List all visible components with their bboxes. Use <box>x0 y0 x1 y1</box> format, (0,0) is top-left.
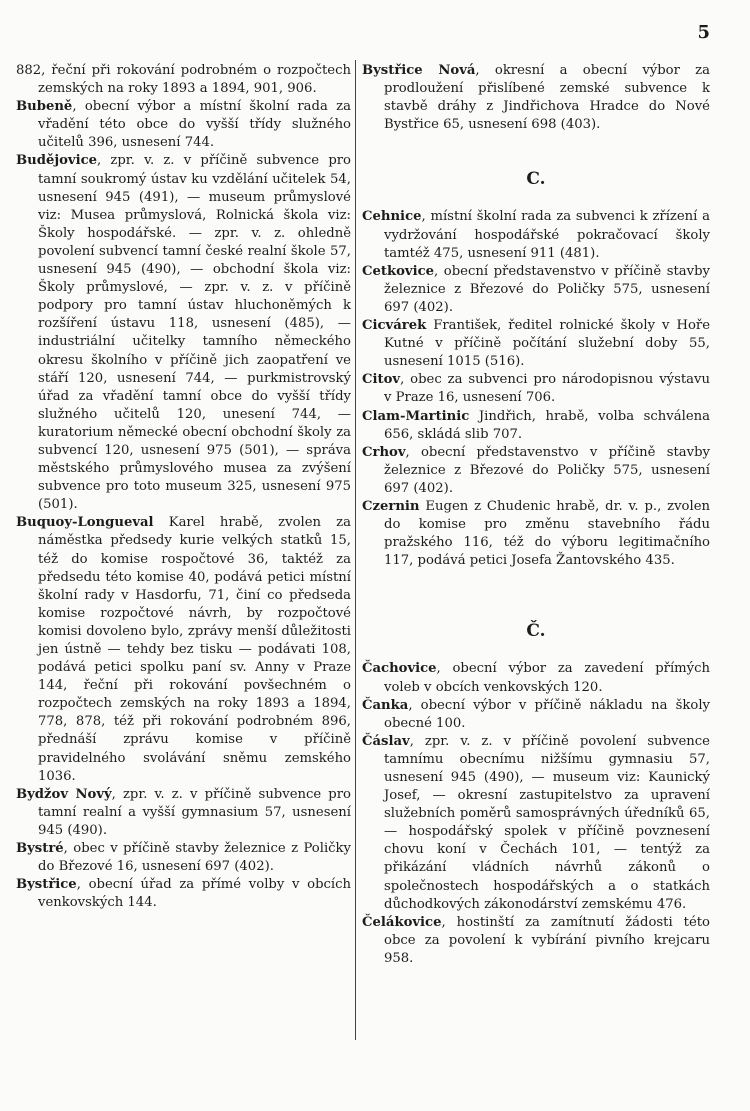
index-entry <box>362 371 710 407</box>
index-entry <box>362 498 710 570</box>
entry-head: Čáslav <box>362 733 410 749</box>
index-entry <box>362 263 710 317</box>
entry-text: , obec za subvenci pro národopisnou výstavu v Praze 16, usnesení 706. <box>384 372 710 406</box>
index-entry <box>16 514 351 785</box>
index-entry <box>16 98 351 152</box>
index-entry <box>16 786 351 840</box>
column-divider <box>355 60 356 1040</box>
entry-text: Jindřich, hrabě, volba schválena 656, skládá slib 707. <box>384 408 710 442</box>
entry-head: Cetkovice <box>362 263 435 279</box>
entry-text: , hostinští za zamítnutí žádosti této obce za povolení k vybírání pivního krejcaru 958. <box>384 914 710 966</box>
entry-text: , obec v příčině stavby železnice z Poličky do Březové 16, usnesení 697 (402). <box>38 841 351 875</box>
entry-text: Eugen z Chudenic hrabě, dr. v. p., zvolen do komise pro změnu stavebního řádu pražského 116, též do výboru legitimačního 117, podává petici Josefa Žantovského 435. <box>384 498 710 569</box>
entry-text: , obecní výbor a místní školní rada za vřadění této obce do vyšší třídy služného učitelů 396, usnesení 744. <box>38 99 351 151</box>
entry-text: František, ředitel rolnické školy v Hoře Kutné v příčině počítání služební doby 55, usnesení 1015 (516). <box>384 318 710 370</box>
index-entry <box>362 733 710 914</box>
index-entry <box>362 914 710 968</box>
index-entry <box>16 62 351 98</box>
entry-head: Čanka <box>362 697 409 713</box>
entry-text: , obecní představenstvo v příčině stavby železnice z Březové do Poličky 575, usnesení 697 (402). <box>384 444 710 496</box>
page-number: 5 <box>697 22 710 43</box>
entry-head: Bystřice Nová <box>362 63 476 78</box>
index-entry <box>16 840 351 876</box>
section-heading-c: C. <box>526 169 546 190</box>
entry-text: , zpr. v. z. v příčině povolení subvence tamnímu obecnímu nižšímu gymnasiu 57, usnesení 945 (490), — museum viz: Kaunický Josef, — okresní zastupitelstvo za upravení služebních poměrů samosprávných úředníků 65, — hospodářský spolek v příčině povznesení chovu koní v Čechách 101, — tentýž za přikázání vládních návrhů zákonů o společnostech hospodářských a o statkách důchodkových zákonodárství zemskému 476. <box>384 733 710 912</box>
entry-head: Bystřice <box>16 877 77 893</box>
entry-head: Cicvárek <box>362 318 427 334</box>
entry-text: , okresní a obecní výbor za prodloužení přislíbené zemské subvence k stavbě dráhy z Jindřichova Hradce do Nové Bystřice 65, usnesení 698 (403). <box>384 63 710 133</box>
right-column <box>362 62 710 968</box>
entry-head: Bubeně <box>16 99 73 115</box>
entry-head: Crhov <box>362 444 406 460</box>
entry-text: , místní školní rada za subvenci k zřízení a vydržování hospodářské pokračovací školy tamtéž 475, usnesení 911 (481). <box>384 209 710 261</box>
index-entry <box>362 62 710 134</box>
entry-head: Citov <box>362 372 401 388</box>
entry-head: Clam-Martinic <box>362 408 470 424</box>
entry-head: Cehnice <box>362 209 422 225</box>
entry-head: Bystré <box>16 841 64 857</box>
entry-head: Bydžov Nový <box>16 786 112 802</box>
entry-text: , zpr. v. z. v příčině subvence pro tamní realní a vyšší gymnasium 57, usnesení 945 (490). <box>38 786 351 838</box>
index-entry <box>16 152 351 514</box>
entry-head: Budějovice <box>16 153 98 169</box>
left-column <box>16 62 351 912</box>
index-entry <box>362 660 710 696</box>
index-entry <box>362 317 710 371</box>
index-entry <box>362 697 710 733</box>
entry-text: , obecní představenstvo v příčině stavby železnice z Březové do Poličky 575, usnesení 697 (402). <box>384 263 710 315</box>
index-entry <box>362 444 710 498</box>
index-entry <box>16 876 351 912</box>
entry-head: Čachovice <box>362 661 437 677</box>
entry-head: Czernin <box>362 498 420 514</box>
section-heading-cz: Č. <box>526 621 546 642</box>
entry-text: , obecní výbor za zavedení přímých voleb v obcích venkovských 120. <box>384 661 710 695</box>
entry-text: , obecní úřad za přímé volby v obcích venkovských 144. <box>38 877 351 911</box>
index-entry <box>362 408 710 444</box>
index-entry <box>362 208 710 262</box>
entry-head: Buquoy-Longueval <box>16 515 154 531</box>
entry-text: , obecní výbor v příčině nákladu na školy obecné 100. <box>384 697 710 731</box>
entry-head: Čelákovice <box>362 914 442 930</box>
entry-text: Karel hrabě, zvolen za náměstka předsedy kurie velkých statků 15, též do komise rospočtové 36, taktéž za předsedu této komise 40, podává petici místní školní rady v Hasdorfu, 71, činí co předseda komise rozpočtové návrh, by rozpočtové komisi dovoleno bylo, zprávy menší důležitosti jen ústně — tehdy bez tisku — podávati 108, podává petici spolku paní sv. Anny v Praze 144, řeční při rokování povšechném o rozpočtech zemských na roky 1893 a 1894, 778, 878, též při rokování podrobném 896, přednáší zprávu komise v příčině pravidelného svolávání sněmu zemského 1036. <box>38 515 351 784</box>
entry-text: , zpr. v. z. v příčině subvence pro tamní soukromý ústav ku vzdělání učitelek 54, usnesení 945 (491), — museum průmyslové viz: Musea průmyslová, Rolnická škola viz: Školy hospodářské. — zpr. v. z. ohledně povolení subvencí tamní české realní škole 57, usnesení 945 (490), — obchodní škola viz: Školy průmyslové, — zpr. v. z. v příčině podpory pro tamní ústav hluchoněmých k rozšíření ústavu 118, usnesení (485), — industriální učitelky tamního německého okresu školního v příčině jich zaopatření ve stáří 120, usnesení 744, — purkmistrovský úřad za vřadění tamní obce do vyšší třídy služného učitelů 120, unesení 744, — kuratorium německé obecní obchodní školy za subvencí 120, usnesení 975 (501), — správa městského průmyslového musea za zvýšení subvence pro toto museum 325, usnesení 975 (501). <box>38 153 351 513</box>
entry-text: 882, řeční při rokování podrobném o rozpočtech zemských na roky 1893 a 1894, 901, 906. <box>16 63 351 97</box>
